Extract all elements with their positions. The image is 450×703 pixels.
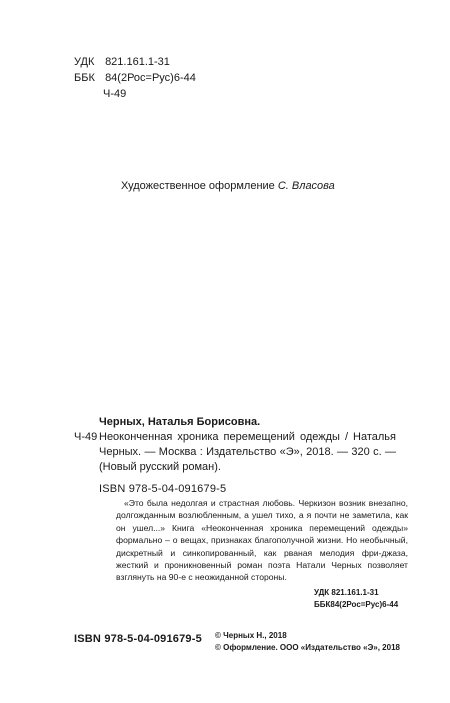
copyrights — [215, 630, 400, 654]
record-description: Неоконченная хроника перемещений одежды / Наталья Черных. — Москва : Издательство «Э», 2018. — 320 с. — (Новый русский роман). — [99, 431, 396, 473]
design-credit-label: Художественное оформление — [121, 180, 275, 192]
bbk-value: 84(2Рос=Рус)6-44 — [105, 72, 196, 84]
annotation: «Это была недолгая и страстная любовь. Черкизон возник внезапно, долгожданным возлюбленным, а ушел тихо, а я почти не заметила, как он ушел...» Книга «Неоконченная хроника перемещений одежды» формально – о вещах, признаках благополучной жизни. Но необычный, дискретный и синкопированный, как рваная мелодия фри-джаза, жесткий и проникновенный роман поэта Натали Черных позволяет взглянуть на 90-е с неожиданной стороны. — [116, 498, 408, 583]
author-code: Ч-49 — [103, 88, 127, 100]
classification-block — [74, 54, 196, 102]
record-isbn: ISBN 978-5-04-091679-5 — [99, 483, 227, 495]
udk-value: 821.161.1-31 — [105, 56, 170, 68]
copyright-author: © Черных Н., 2018 — [215, 631, 287, 640]
bibliographic-record — [74, 415, 396, 497]
design-credit — [121, 180, 335, 192]
isbn-bottom: ISBN 978-5-04-091679-5 — [74, 633, 202, 645]
record-entry — [74, 430, 396, 475]
bbk-small: ББК84(2Рос=Рус)6-44 — [314, 600, 399, 609]
udk-row — [74, 54, 196, 70]
bbk-label: ББК — [74, 72, 95, 84]
record-code: Ч-49 — [74, 431, 98, 443]
design-credit-name: С. Власова — [277, 180, 335, 192]
udk-small: УДК 821.161.1-31 — [314, 588, 379, 597]
copyright-design: © Оформление. ООО «Издательство «Э», 2018 — [215, 643, 400, 652]
udk-label: УДК — [74, 56, 95, 68]
record-author: Черных, Наталья Борисовна. — [99, 416, 261, 428]
bbk-row — [74, 70, 196, 86]
classification-small — [314, 587, 398, 611]
